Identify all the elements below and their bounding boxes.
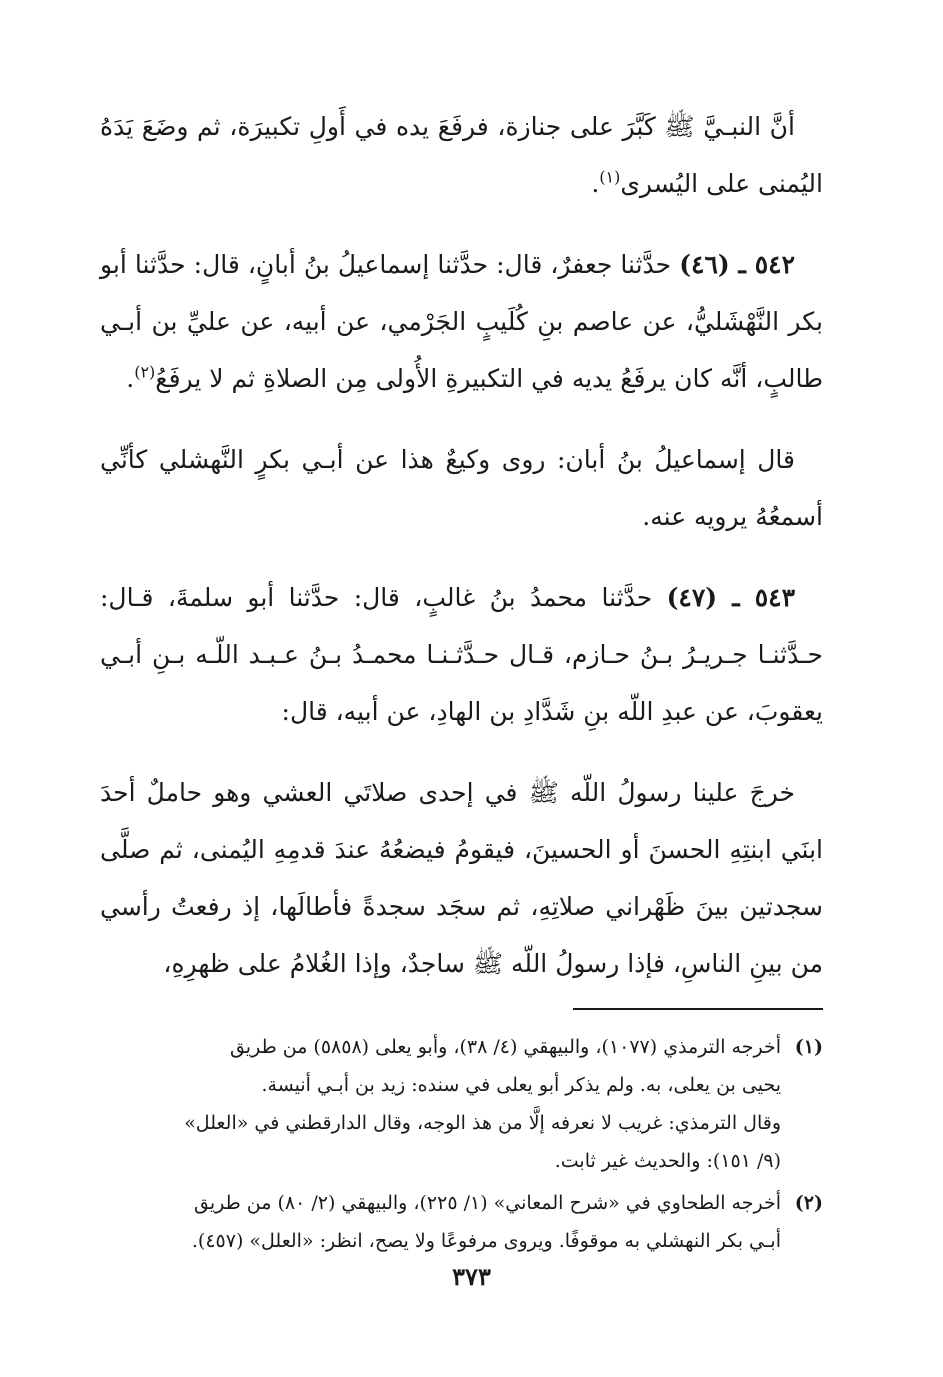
footnote-ref-2[interactable]: (٢)	[134, 362, 156, 382]
footnote-line: أبـي بكر النهشلي به موقوفًا. ويروى مرفوعًا ولا يصح، انظر: «العلل» (٤٥٧).	[191, 1230, 781, 1252]
footnote-line: وقال الترمذي: غريب لا نعرفه إلَّا من هذ الوجه، وقال الدارقطني في «العلل»	[184, 1112, 781, 1134]
paragraph-text: حدَّثنا جعفرٌ، قال: حدَّثنا إسماعيلُ بنُ أبانٍ، قال: حدَّثنا أبو بكر النَّهْشَليُّ، عن عاصم بنِ كُلَيبٍ الجَرْمي، عن أبيه، عن عليِّ بن أبـي طالبٍ، أنَّه كان يرفَعُ يديه في التكبيرةِ الأُولى مِن الصلاةِ ثم لا يرفَعُ	[100, 250, 823, 393]
footnote-line: أخرجه الطحاوي في «شرح المعاني» (١/ ٢٢٥)، والبيهقي (٢/ ٨٠) من طريق	[194, 1192, 781, 1214]
paragraph-1	[100, 98, 823, 212]
paragraph-3	[100, 431, 823, 545]
footnotes	[100, 1028, 823, 1260]
footnote-body	[100, 1184, 781, 1260]
hadith-542	[100, 236, 823, 407]
page-number: ٣٧٣	[452, 1262, 491, 1291]
footnote-ref-1[interactable]: (١)	[599, 167, 621, 187]
footnote-separator	[573, 1008, 823, 1010]
hadith-number: ٥٤٢ ـ (٤٦)	[679, 250, 796, 279]
paragraph-end: .	[591, 169, 600, 198]
footnote-1	[100, 1028, 823, 1180]
footnote-line: (٩/ ١٥١): والحديث غير ثابت.	[554, 1150, 781, 1172]
paragraph-text: قال إسماعيلُ بنُ أبان: روى وكيعٌ هذا عن أبـي بكرٍ النَّهشلي كأنِّي أسمعُهُ يرويه عنه.	[100, 445, 823, 531]
paragraph-5	[100, 764, 823, 992]
paragraph-text: خرجَ علينا رسولُ اللّه ﷺ في إحدى صلاتَي العشي وهو حاملٌ أحدَ ابنَي ابنتِهِ الحسنَ أو الحسينَ، فيقومُ فيضعُهُ عندَ قدمِهِ اليُمنى، ثم صلَّى سجدتين بينَ ظَهْراني صلاتِهِ، ثم سجَد سجدةً فأطالَها، إذ رفعتُ رأسي من بينِ الناسِ، فإذا رسولُ اللّه ﷺ ساجدٌ، وإذا الغُلامُ على ظهرِهِ،	[100, 778, 823, 978]
footnote-body	[100, 1028, 781, 1180]
footnote-line: يحيى بن يعلى، به. ولم يذكر أبو يعلى في سنده: زيد بن أبـي أنيسة.	[261, 1074, 781, 1096]
footnote-line: أخرجه الترمذي (١٠٧٧)، والبيهقي (٤/ ٣٨)، وأبو يعلى (٥٨٥٨) من طريق	[229, 1036, 781, 1058]
hadith-number: ٥٤٣ ـ (٤٧)	[666, 583, 796, 612]
paragraph-text: حدَّثنا محمدُ بنُ غالبٍ، قال: حدَّثنا أبو سلمةَ، قـال: حـدَّثنـا جـريـرُ بـنُ حـازم، قـال حـدَّثـنـا محمـدُ بـنُ عـبـد اللّـه بـنِ أبـي يعقوبَ، عن عبدِ اللّه بنِ شَدَّادِ بن الهادِ، عن أبيه، قال:	[100, 583, 823, 726]
footnote-number: (٢)	[794, 1192, 823, 1214]
footnote-number: (١)	[794, 1036, 823, 1058]
main-text	[100, 98, 823, 992]
paragraph-end: .	[126, 364, 135, 393]
hadith-543	[100, 569, 823, 740]
paragraph-text: أنَّ النبـيَّ ﷺ كَبَّرَ على جنازة، فرفَعَ يده في أَولِ تكبيرَة، ثم وضَعَ يَدَهُ اليُمنى على اليُسرى	[100, 112, 823, 198]
footnote-2	[100, 1184, 823, 1260]
